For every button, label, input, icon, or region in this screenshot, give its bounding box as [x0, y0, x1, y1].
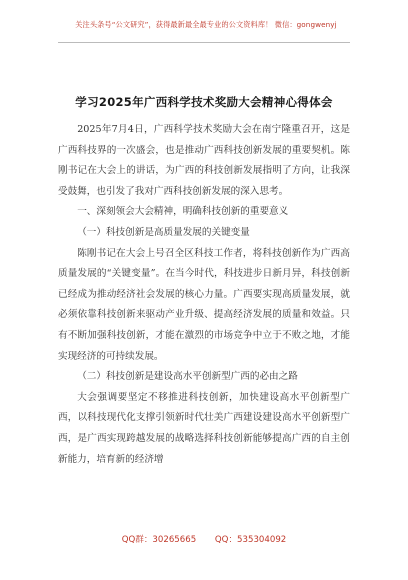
document-title: 学习2025年广西科学技术奖励大会精神心得体会	[75, 95, 333, 109]
section-heading-1: 一、深刻领会大会精神，明确科技创新的重要意义	[77, 206, 289, 218]
subsection-heading-2: （二）科技创新是建设高水平创新型广西的必由之路	[77, 371, 298, 383]
header-divider	[58, 42, 350, 43]
subsection-paragraph-2: 大会强调要坚定不移推进科技创新，加快建设高水平创新型广西，以科技现代化支撑引领新时代壮美广西建设建设高水平创新型广西，是广西实现跨越发展的战略选择科技创新能够提高广西的自主创新能力，培育新的经济增	[58, 391, 350, 465]
footer-qq-group: QQ群：30265665	[121, 535, 197, 545]
footer-contact	[0, 533, 408, 545]
subsection-heading-1: （一）科技创新是高质量发展的关键变量	[77, 226, 250, 238]
header-banner: 关注头条号“公文研究”，获得最新最全最专业的公文资料库！ 微信：gongwenyj	[75, 20, 337, 29]
footer-qq: QQ：535304092	[214, 535, 287, 545]
document-body	[58, 120, 350, 470]
subsection-paragraph-1: 陈刚书记在大会上号召全区科技工作者，将科技创新作为广西高质量发展的“关键变量”。在当今时代，科技进步日新月异，科技创新已经成为推动经济社会发展的核心力量。广西要实现高质量发展，就必须依靠科技创新来驱动产业升级、提高经济发展的质量和效益。只有不断加强科技创新，才能在激烈的市场竞争中立于不败之地，才能实现经济的可持续发展。	[58, 247, 350, 362]
intro-paragraph: 2025年7月4日，广西科学技术奖励大会在南宁隆重召开，这是广西科技界的一次盛会，也是推动广西科技创新发展的重要契机。陈刚书记在大会上的讲话，为广西的科技创新发展指明了方向，让我深受鼓舞，也引发了我对广西科技创新发展的深入思考。	[58, 124, 350, 197]
